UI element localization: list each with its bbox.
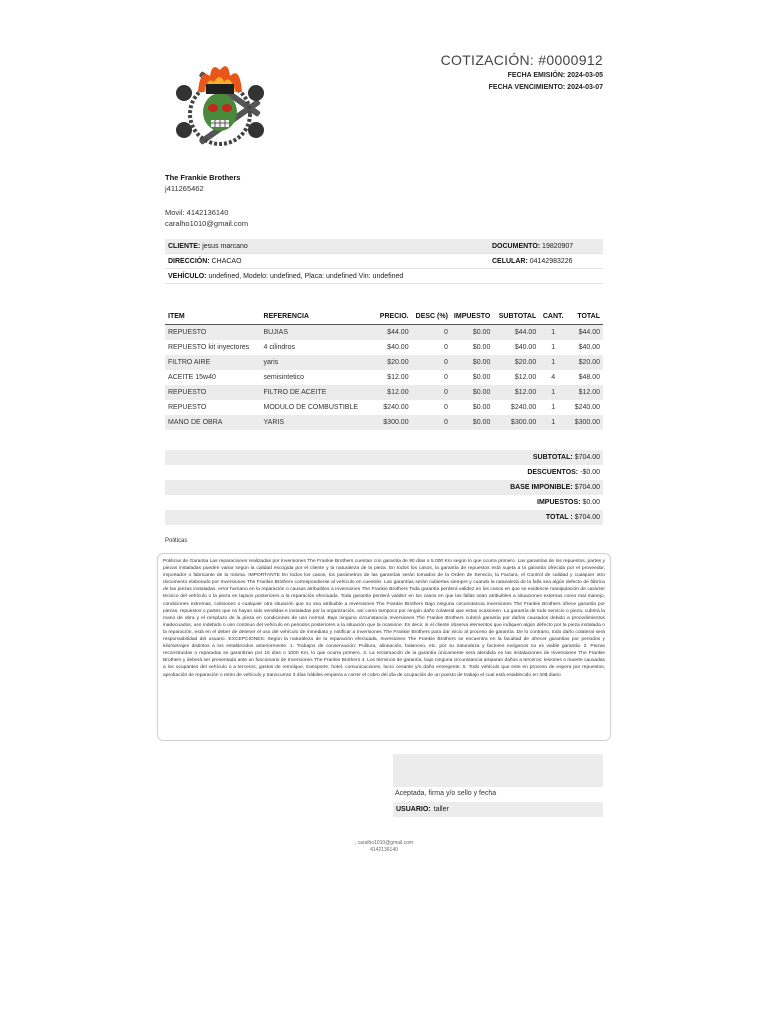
cliente-value: jesus marcano bbox=[202, 242, 248, 250]
cell-precio: $12.00 bbox=[387, 374, 409, 381]
cell-total: $240.00 bbox=[574, 404, 600, 411]
cell-cant: 1 bbox=[551, 344, 556, 351]
table-row bbox=[165, 385, 603, 400]
user-value: taller bbox=[433, 806, 449, 813]
impuestos-row bbox=[165, 495, 603, 510]
cell-cant: 1 bbox=[539, 385, 567, 400]
cliente-label: CLIENTE: bbox=[168, 242, 201, 250]
table-row bbox=[165, 370, 603, 385]
cell-impuesto: $0.00 bbox=[451, 325, 493, 341]
cell-referencia: 4 cilindros bbox=[263, 344, 296, 351]
base-imponible-label: BASE IMPONIBLE: bbox=[510, 484, 573, 491]
cell-desc: 0 bbox=[412, 325, 451, 341]
cell-referencia: YARIS bbox=[261, 415, 372, 430]
cell-item: MANO DE OBRA bbox=[165, 415, 261, 430]
totals-block bbox=[165, 450, 603, 525]
vehiculo-value: undefined, Modelo: undefined, Placa: undefined Vin: undefined bbox=[208, 272, 404, 280]
cell-item: ACEITE 15w40 bbox=[168, 374, 216, 381]
col-precio: PRECIO. bbox=[372, 308, 412, 325]
cell-item: REPUESTO kit inyectores bbox=[168, 344, 250, 351]
policies-text: Politicas de Garantia Las reparaciones realizadas por Inversiones The Frankie Brothers cuentan con garantía de 90 días o 5.000 Km según lo que ocurra primero. Las garantías de los repuestos, partes y piezas instaladas pueden variar según la calidad escogida por el cliente y la naturaleza de la pieza. En todos los casos, la garantía de repuestos está sujeta a la garantía ofrecida por el proveedor, importador o fabricante de la misma. IMPORTANTE En todos los casos, los parámetros de las garantías serán tomados de la Orden de Servicio, la Factura, el Control de calidad y cualquier otro documento elaborado por Inversiones The Frankie Brothers correspondiente al vehículo en cuestión. Las garantías serán cubiertas siempre y cuando la naturaleza de la falla sea algún defecto de fábrica de las piezas instaladas, error humano en la reparación o causas atribuibles a Inversiones The Frankie Brothers Toda garantía perderá validez en los casos en que se evidencie manipulación de carácter técnico del vehículo o la pieza en lapsos posteriores a la reparación efectuada. Toda garantía perderá validez en los casos en que las fallas sean atribuibles a situaciones externas como mal manejo, condiciones extremas, colisiones o cualquier otra situación que no sea atribuible a Inversiones The Frankie Brothers Bajo ninguna circunstancia Inversiones The Frankie Brothers ofrece garantía por piezas, repuestos o partes que no hayan sido vendidas e instaladas por la organización, así como tampoco por ningún daño colateral que estas ocasionen. La garantía de todo servicio o pieza, cubrirá la mano de obra y el remplazo de la pieza en condiciones de uso normal. Bajo ninguna circunstancia Inversiones The Frankie Brothers cubrirá garantía por daños causados debido a procedimientos inadecuados, uso indebido o uso continuo del vehículo en periodos posteriores a la situación que la ocasione. Es decir, si el cliente observa elementos que indiquen algún defecto por la pieza instalada o la reparación, está en el deber de detener el uso del vehículo de inmediato y notificar a Inversiones The Frankie Brothers para dar inicio al proceso de garantía. De lo contrario, todo daño colateral será responsabilidad del usuario. EXCEPCIONES: Según la naturaleza de la reparación efectuada, Inversiones The Frankie Brothers se encuentra en la facultad de ofrecer garantías por periodos y kilometrajes distintos a los establecidos anteriormente. 1. Trabajos de conservación: Pulitura, alineación, balanceo, etc. por su naturaleza y factores exógenos no es viable garantía. 2. Piezas reconstruidas o reparadas se garantizan por 15 días o 1000 Km, lo que ocurra primero. 3. La reclamación de la garantía únicamente será atendida en las instalaciones de Inversiones The Frankie Brothers y deberá ser presentada ante un funcionario de Inversiones The Frankie Brothers 4. Los términos de garantía, bajo ninguna circunstancia amparan daños a terceros: lesiones o muerte causadas a los ocupantes del vehículo o a terceros, gastos de remolque, transporte, hotel, comunicaciones, lucro cesante y/o daño emergente. 5. Todo vehículo que este en proceso de espera por repuestos, aprobación de reparación o retiro de vehículo y transcurran 3 días hábiles empieza a correr el cobro del día de ocupación de un puesto de trabajo el cual está establecido en 40$ diario bbox=[157, 553, 611, 741]
user-row bbox=[393, 802, 603, 817]
company-rif: j411265462 bbox=[165, 184, 204, 193]
col-impuesto: IMPUESTO bbox=[451, 308, 493, 325]
signature-caption: Aceptada, firma y/o sello y fecha bbox=[395, 790, 497, 797]
table-row bbox=[165, 415, 603, 430]
cell-desc: 0 bbox=[444, 344, 448, 351]
cell-precio: $44.00 bbox=[372, 325, 412, 341]
cell-subtotal: $12.00 bbox=[514, 374, 537, 381]
total-row bbox=[165, 510, 603, 525]
cell-impuesto: $0.00 bbox=[451, 415, 493, 430]
company-name: The Frankie Brothers bbox=[165, 173, 241, 182]
total-label: TOTAL : bbox=[545, 514, 573, 521]
client-row-2 bbox=[165, 254, 603, 269]
cell-impuesto: $0.00 bbox=[451, 385, 493, 400]
cell-item: REPUESTO bbox=[165, 325, 261, 341]
footer-email: , caralho1010@gmail.com bbox=[354, 840, 414, 846]
subtotal-value: $704.00 bbox=[574, 454, 600, 461]
descuentos-row bbox=[165, 465, 603, 480]
subtotal-row bbox=[165, 450, 603, 465]
company-contact bbox=[165, 207, 248, 229]
cell-referencia: yaris bbox=[261, 355, 372, 370]
skull-icon bbox=[203, 84, 237, 131]
documento-value: 19820907 bbox=[542, 242, 574, 250]
cell-precio: $240.00 bbox=[383, 404, 409, 411]
due-date: FECHA VENCIMIENTO: 2024-03-07 bbox=[488, 84, 603, 91]
cell-cant: 1 bbox=[539, 325, 567, 341]
company-mobile: Movil: 4142136140 bbox=[165, 208, 229, 217]
footer-phone: 4142136140 bbox=[370, 846, 398, 853]
policies-label: Politicas bbox=[165, 538, 188, 544]
cell-cant: 1 bbox=[539, 415, 567, 430]
cell-subtotal: $240.00 bbox=[510, 404, 537, 411]
client-info bbox=[165, 239, 603, 284]
documento-label: DOCUMENTO: bbox=[492, 242, 541, 250]
celular-label: CELULAR: bbox=[492, 257, 528, 265]
cell-subtotal: $300.00 bbox=[493, 415, 539, 430]
cell-desc: 0 bbox=[444, 374, 448, 381]
quote-dates bbox=[489, 70, 603, 94]
items-header-row bbox=[165, 308, 603, 325]
cell-item: FILTRO AIRE bbox=[165, 355, 261, 370]
page-footer bbox=[0, 840, 768, 853]
cell-referencia: MODULO DE COMBUSTIBLE bbox=[263, 404, 359, 411]
cell-impuesto: $0.00 bbox=[472, 404, 491, 411]
cell-cant: 1 bbox=[551, 404, 556, 411]
celular-value: 04142983226 bbox=[529, 257, 573, 265]
company-info bbox=[165, 172, 240, 194]
cell-cant: 4 bbox=[551, 374, 556, 381]
descuentos-value: -$0.00 bbox=[580, 469, 600, 476]
cell-subtotal: $40.00 bbox=[514, 344, 537, 351]
quote-title: COTIZACIÓN: #0000912 bbox=[440, 52, 603, 68]
user-label: USUARIO: bbox=[396, 806, 431, 813]
cell-desc: 0 bbox=[412, 355, 451, 370]
cell-total: $48.00 bbox=[578, 374, 600, 381]
items-table bbox=[165, 308, 603, 430]
cell-impuesto: $0.00 bbox=[472, 344, 491, 351]
cell-precio: $12.00 bbox=[372, 385, 412, 400]
client-row-3 bbox=[165, 269, 603, 284]
table-row bbox=[165, 325, 603, 341]
direccion-value: CHACAO bbox=[211, 257, 242, 265]
impuestos-value: $0.00 bbox=[582, 499, 600, 506]
cell-precio: $20.00 bbox=[372, 355, 412, 370]
table-row bbox=[165, 355, 603, 370]
col-subtotal: SUBTOTAL bbox=[493, 308, 539, 325]
company-logo bbox=[170, 58, 270, 158]
descuentos-label: DESCUENTOS: bbox=[527, 469, 579, 476]
vehiculo-label: VEHÍCULO: bbox=[168, 272, 207, 280]
cell-desc: 0 bbox=[444, 404, 448, 411]
base-imponible-row bbox=[165, 480, 603, 495]
col-total: TOTAL bbox=[567, 308, 603, 325]
company-email: caralho1010@gmail.com bbox=[165, 219, 249, 228]
subtotal-label: SUBTOTAL: bbox=[532, 454, 573, 461]
table-row bbox=[165, 400, 603, 415]
cell-total: $44.00 bbox=[567, 325, 603, 341]
cell-total: $40.00 bbox=[578, 344, 600, 351]
col-referencia: REFERENCIA bbox=[261, 308, 372, 325]
cell-total: $20.00 bbox=[567, 355, 603, 370]
cell-item: REPUESTO bbox=[165, 385, 261, 400]
emission-date: FECHA EMISIÓN: 2024-03-05 bbox=[507, 72, 603, 79]
cell-desc: 0 bbox=[412, 415, 451, 430]
cell-total: $12.00 bbox=[567, 385, 603, 400]
col-item: ITEM bbox=[165, 308, 261, 325]
col-cant: CANT. bbox=[539, 308, 567, 325]
cell-referencia: semisintetico bbox=[263, 374, 304, 381]
col-desc: DESC (%) bbox=[412, 308, 451, 325]
cell-subtotal: $44.00 bbox=[493, 325, 539, 341]
total-value: $704.00 bbox=[574, 514, 600, 521]
base-imponible-value: $704.00 bbox=[574, 484, 600, 491]
cell-precio: $300.00 bbox=[372, 415, 412, 430]
cell-subtotal: $20.00 bbox=[493, 355, 539, 370]
cell-precio: $40.00 bbox=[387, 344, 409, 351]
cell-impuesto: $0.00 bbox=[451, 355, 493, 370]
signature-box bbox=[393, 754, 603, 787]
cell-cant: 1 bbox=[539, 355, 567, 370]
impuestos-label: IMPUESTOS: bbox=[537, 499, 581, 506]
cell-item: REPUESTO bbox=[168, 404, 207, 411]
cell-desc: 0 bbox=[412, 385, 451, 400]
client-row-1 bbox=[165, 239, 603, 254]
cell-impuesto: $0.00 bbox=[472, 374, 491, 381]
cell-referencia: FILTRO DE ACEITE bbox=[261, 385, 372, 400]
table-row bbox=[165, 340, 603, 355]
cell-subtotal: $12.00 bbox=[493, 385, 539, 400]
cell-referencia: BUJIAS bbox=[261, 325, 372, 341]
direccion-label: DIRECCIÓN: bbox=[168, 257, 210, 265]
cell-total: $300.00 bbox=[567, 415, 603, 430]
